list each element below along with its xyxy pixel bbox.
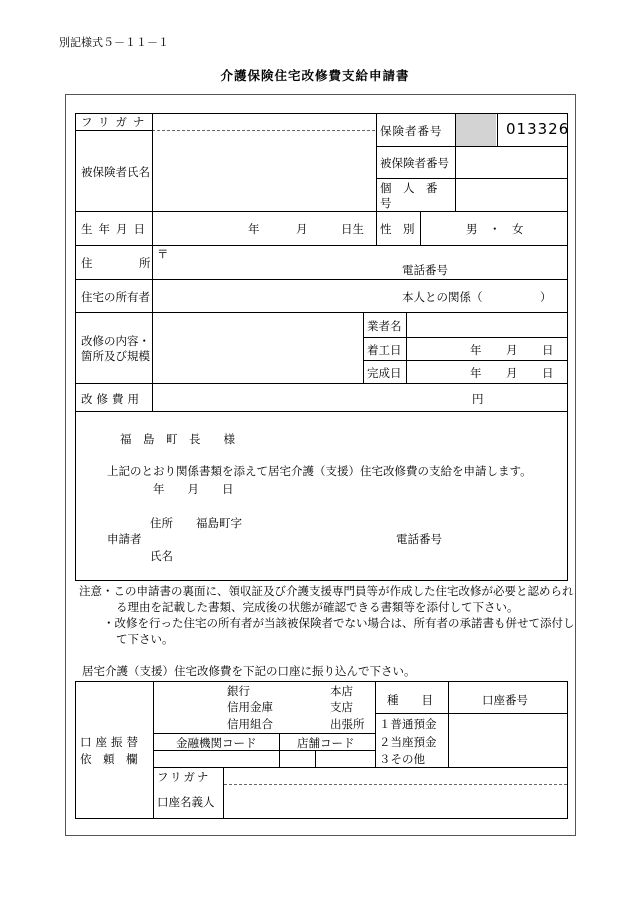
- branch-code-label: 店舗コード: [297, 736, 355, 750]
- personal-number-label: 個 人 番: [380, 181, 438, 195]
- account-holder-label: 口座名義人: [157, 795, 215, 809]
- bank-section-label: 口座振替: [80, 735, 142, 749]
- birthdate-label: 生年月日: [81, 222, 151, 236]
- note-line-4: て下さい。: [116, 632, 174, 646]
- renovation-label: 改修の内容・: [81, 334, 150, 348]
- finish-month-unit: 月: [506, 366, 518, 380]
- postal-mark: 〒: [157, 247, 169, 261]
- applicant-phone-label: 電話番号: [396, 532, 442, 546]
- birth-month-unit: 月: [296, 222, 308, 236]
- applicant-address-value: 福島町字: [196, 516, 242, 530]
- application-statement: 上記のとおり関係書類を添えて居宅介護（支援）住宅改修費の支給を申請します。: [107, 464, 532, 478]
- insured-name-label: 被保険者氏名: [81, 165, 150, 179]
- note-line-2: る理由を記載した書類、完成後の状態が確認できる書類等を添付して下さい。: [116, 600, 519, 614]
- phone-label: 電話番号: [402, 263, 448, 277]
- application-date: 年 月 日: [153, 482, 234, 496]
- applicant-name-label: 氏名: [150, 549, 173, 563]
- bank-type-kumiai: 信用組合: [227, 717, 273, 731]
- form-title: 介護保険住宅改修費支給申請書: [220, 68, 410, 83]
- yen-unit: 円: [472, 392, 484, 406]
- branch-type-office: 出張所: [330, 717, 365, 731]
- start-day-unit: 日: [542, 343, 554, 357]
- note-line-3: ・改修を行った住宅の所有者が当該被保険者でない場合は、所有者の承諾書も併せて添付し: [103, 616, 575, 630]
- finish-year-unit: 年: [470, 366, 482, 380]
- addressee: 福 島 町 長 様: [120, 432, 235, 446]
- institution-code-label: 金融機関コード: [176, 736, 257, 750]
- insurer-number-value: 013326: [506, 120, 570, 138]
- account-number-header: 口座番号: [482, 693, 528, 707]
- personal-number-label-cont: 号: [380, 196, 392, 210]
- account-type-current: ２当座預金: [379, 735, 437, 749]
- finish-day-unit: 日: [542, 366, 554, 380]
- bank-type-bank: 銀行: [227, 684, 250, 698]
- address-label: 住: [81, 256, 93, 270]
- form-number-label: 別記様式５－１１－１: [59, 36, 169, 49]
- account-type-header: 種 目: [387, 693, 433, 707]
- note-line-1: 注意・この申請書の裏面に、領収証及び介護支援専門員等が作成した住宅改修が必要と認められ: [79, 584, 574, 598]
- account-type-ordinary: １普通預金: [379, 717, 437, 731]
- account-type-other: ３その他: [379, 752, 425, 766]
- relation-label: 本人との関係（ ）: [402, 290, 552, 304]
- start-year-unit: 年: [470, 343, 482, 357]
- furigana-label: フリガナ: [81, 115, 151, 129]
- insurer-number-label: 保険者番号: [380, 124, 443, 138]
- renovation-label-cont: 箇所及び規模: [81, 349, 150, 363]
- start-date-label: 着工日: [367, 343, 402, 357]
- contractor-label: 業者名: [367, 319, 402, 333]
- branch-type-branch: 支店: [330, 700, 353, 714]
- start-month-unit: 月: [506, 343, 518, 357]
- owner-label: 住宅の所有者: [81, 290, 150, 304]
- bank-section-label-cont: 依 頼 欄: [80, 752, 138, 766]
- birth-day-unit: 日生: [341, 222, 364, 236]
- birth-year-unit: 年: [248, 222, 260, 236]
- applicant-address-label: 住所: [150, 516, 173, 530]
- insured-number-label: 被保険者番号: [380, 156, 449, 170]
- finish-date-label: 完成日: [367, 366, 402, 380]
- address-label-end: 所: [139, 256, 151, 270]
- branch-type-main: 本店: [330, 684, 353, 698]
- holder-furigana-label: フリガナ: [157, 770, 211, 784]
- bank-type-shinkin: 信用金庫: [227, 700, 273, 714]
- applicant-label: 申請者: [107, 532, 142, 546]
- sex-label: 性 別: [380, 222, 415, 236]
- cost-label: 改修費用: [81, 392, 143, 406]
- bank-transfer-intro: 居宅介護（支援）住宅改修費を下記の口座に振り込んで下さい。: [82, 664, 416, 678]
- sex-options: 男 ・ 女: [466, 222, 524, 236]
